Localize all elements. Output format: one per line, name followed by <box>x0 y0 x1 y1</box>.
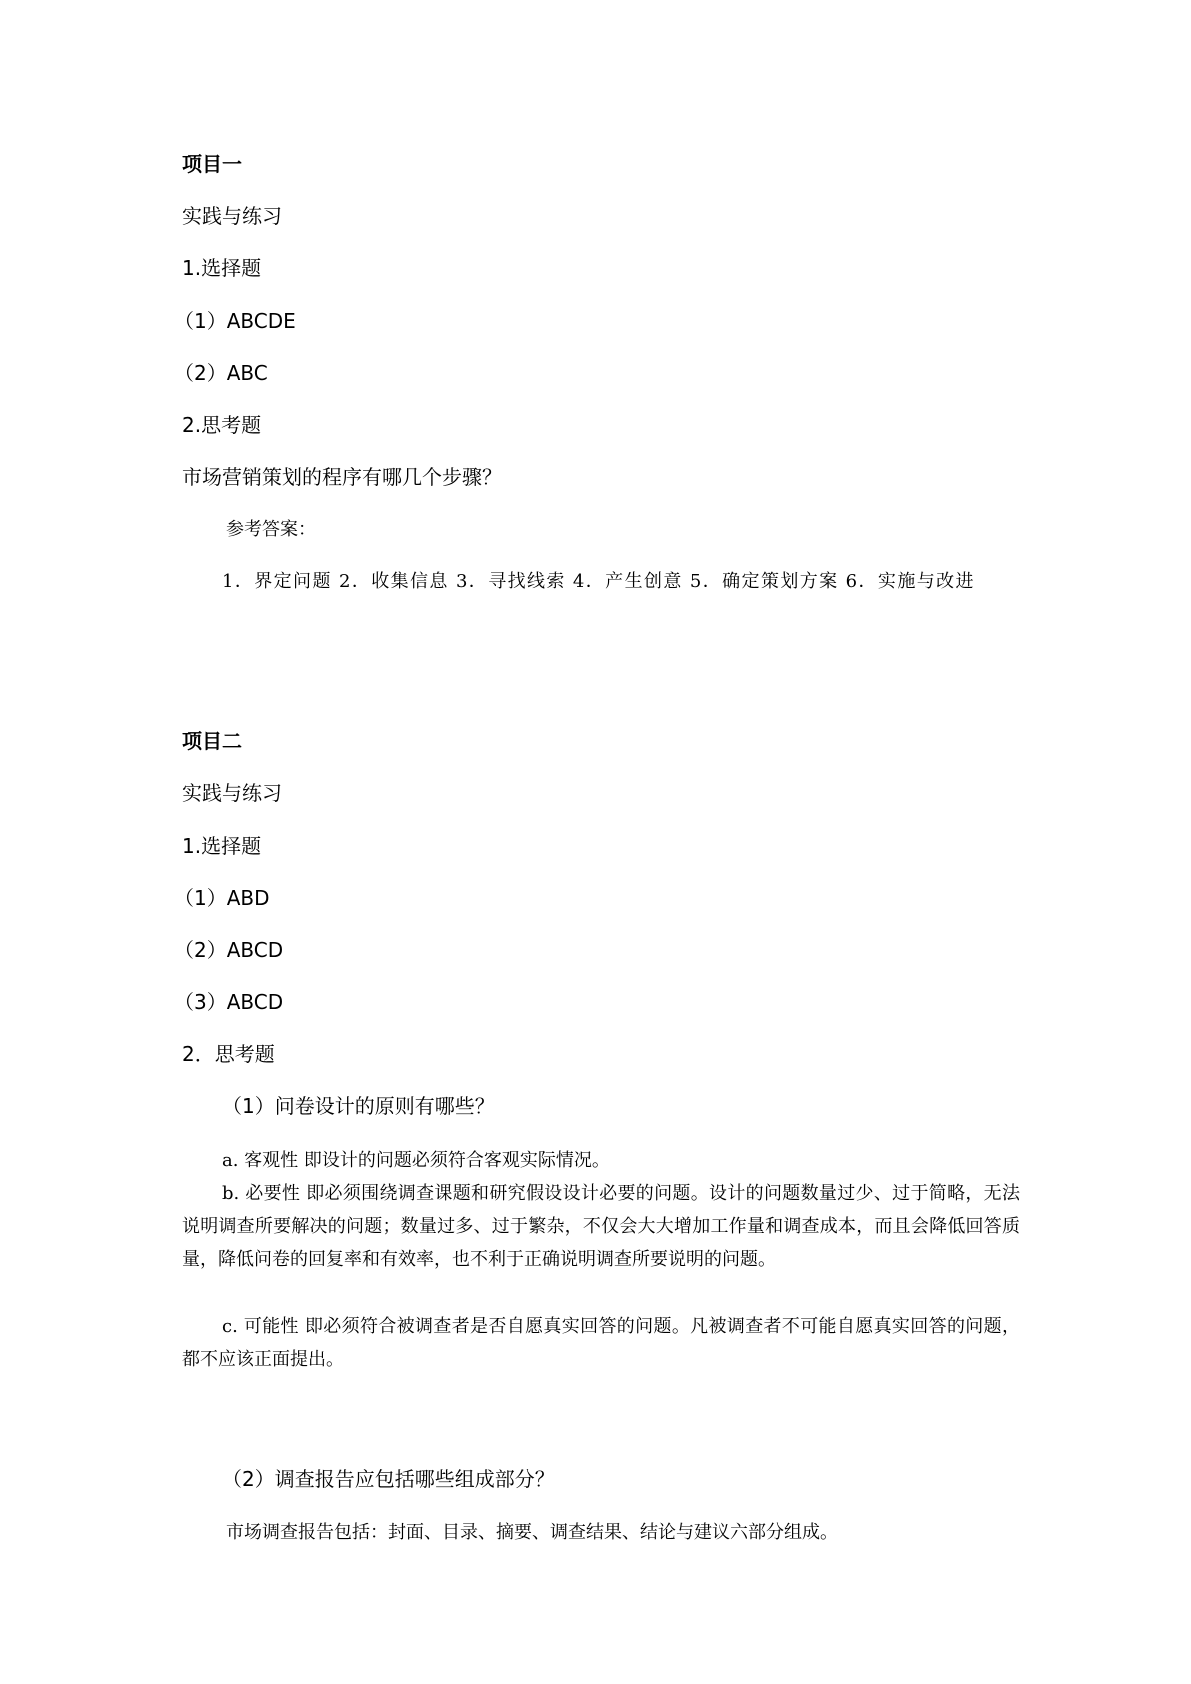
project2-q1-answer-a: a. 客观性 即设计的问题必须符合客观实际情况。 <box>222 1150 610 1171</box>
project2-choice-title: 1.选择题 <box>182 834 262 858</box>
project2-section-title: 实践与练习 <box>182 781 282 805</box>
project2-q1-answer-b: b. 必要性 即必须围绕调查课题和研究假设设计必要的问题。设计的问题数量过少、过于简略，无法说明调查所要解决的问题；数量过多、过于繁杂，不仅会大大增加工作量和调查成本，而且会降低回答质量，降低问卷的回复率和有效率，也不利于正确说明调查所要说明的问题。 <box>182 1183 1020 1270</box>
project1-title: 项目一 <box>182 152 242 176</box>
project2-question-1: （1）问卷设计的原则有哪些？ <box>222 1094 495 1118</box>
project1-answer-steps: 1．界定问题 2．收集信息 3．寻找线索 4．产生创意 5．确定策划方案 6．实施与改进 <box>222 571 975 592</box>
project1-section-title: 实践与练习 <box>182 204 282 228</box>
project2-question-2: （2）调查报告应包括哪些组成部分？ <box>222 1467 555 1491</box>
project2-choice-answer-2: （2）ABCD <box>174 938 284 962</box>
project2-choice-answer-3: （3）ABCD <box>174 990 284 1014</box>
project1-thinking-title: 2.思考题 <box>182 413 262 437</box>
project2-q1-answer-c: c. 可能性 即必须符合被调查者是否自愿真实回答的问题。凡被调查者不可能自愿真实回答的问题，都不应该正面提出。 <box>182 1316 1020 1370</box>
project1-answer-label: 参考答案： <box>226 519 316 540</box>
project2-thinking-title: 2．思考题 <box>182 1042 275 1066</box>
project2-choice-answer-1: （1）ABD <box>174 886 270 910</box>
project2-title: 项目二 <box>182 729 242 753</box>
project1-choice-title: 1.选择题 <box>182 256 262 280</box>
project1-choice-answer-2: （2）ABC <box>174 361 268 385</box>
project1-choice-answer-1: （1）ABCDE <box>174 309 296 333</box>
project2-q2-answer: 市场调查报告包括：封面、目录、摘要、调查结果、结论与建议六部分组成。 <box>226 1522 838 1543</box>
project1-question: 市场营销策划的程序有哪几个步骤？ <box>182 465 502 489</box>
